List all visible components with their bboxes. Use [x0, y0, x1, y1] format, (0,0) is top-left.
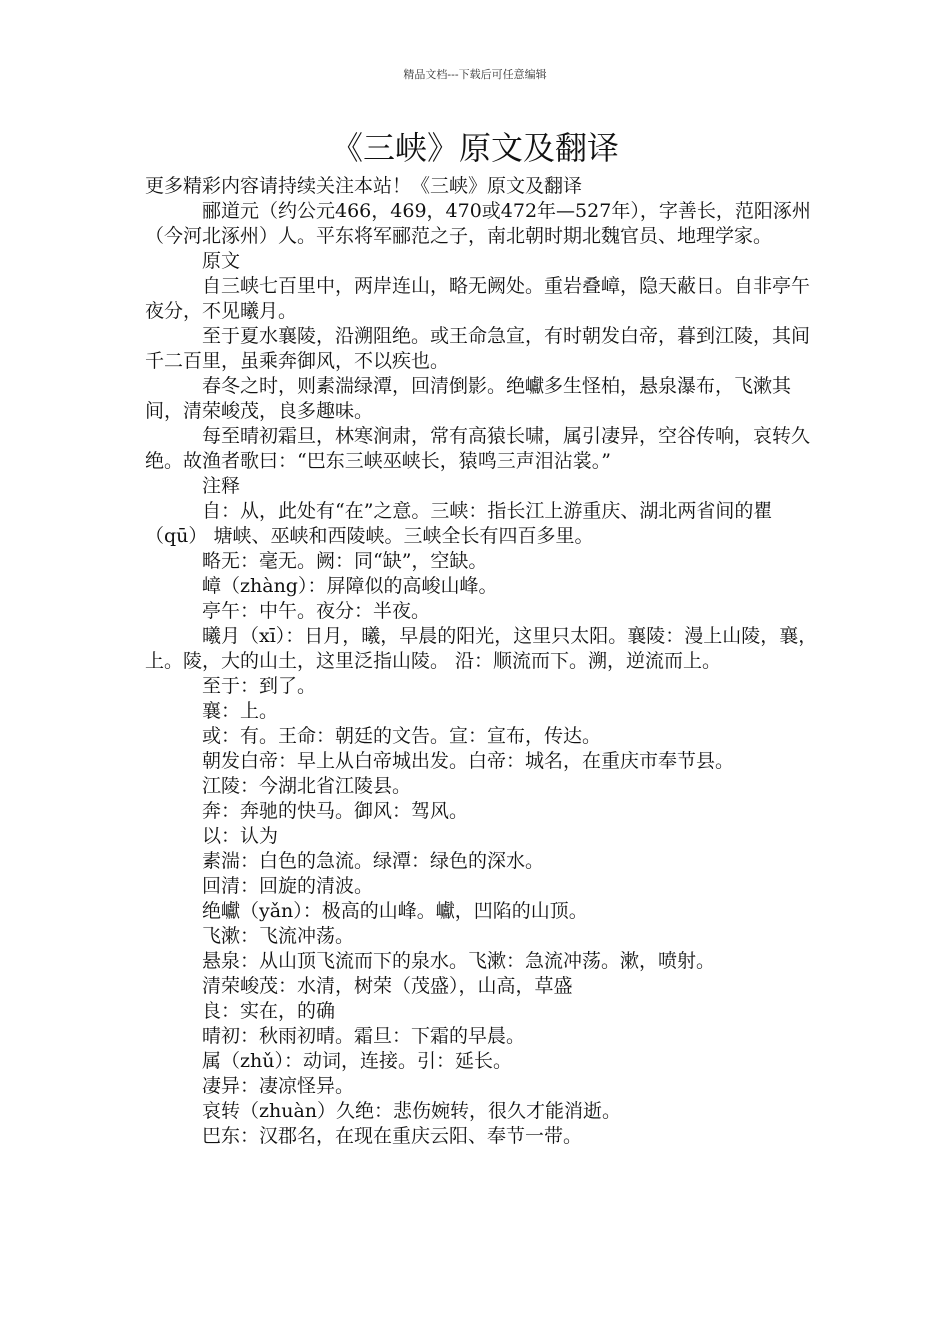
paragraph: 素湍：白色的急流。绿潭：绿色的深水。	[202, 850, 545, 872]
paragraph: 晴初：秋雨初晴。霜旦：下霜的早晨。	[202, 1025, 526, 1047]
paragraph: 绝巘（yǎn）：极高的山峰。巘，凹陷的山顶。	[202, 900, 588, 922]
paragraph: 属（zhǔ）：动词，连接。引：延长。	[202, 1050, 512, 1072]
paragraph: 以：认为	[202, 825, 279, 847]
paragraph: 至于夏水襄陵，沿溯阻绝。或王命急宣，有时朝发白帝，暮到江陵，其间千二百里，虽乘奔御风，不以疾也。	[145, 325, 811, 372]
paragraph: 回清：回旋的清波。	[202, 875, 374, 897]
paragraph: 注释	[202, 475, 241, 497]
paragraph: 哀转（zhuàn）久绝：悲伤婉转，很久才能消逝。	[202, 1100, 622, 1122]
header-note: 精品文档---下载后可任意编辑	[403, 68, 547, 81]
paragraph: 凄异：凄凉怪异。	[202, 1075, 355, 1097]
paragraph: 嶂（zhàng）：屏障似的高峻山峰。	[202, 575, 498, 597]
paragraph: 飞漱：飞流冲荡。	[202, 925, 355, 947]
paragraph: 奔：奔驰的快马。御风：驾风。	[202, 800, 469, 822]
document-title: 《三峡》原文及翻译	[330, 129, 619, 167]
paragraph-list	[145, 199, 825, 1149]
paragraph: 朝发白帝：早上从白帝城出发。白帝：城名，在重庆市奉节县。	[202, 750, 735, 772]
paragraph: 良：实在，的确	[202, 1000, 336, 1022]
paragraph: 自：从，此处有“在”之意。三峡：指长江上游重庆、湖北两省间的瞿（qū） 塘峡、巫峡和西陵峡。三峡全长有四百多里。	[145, 500, 773, 547]
paragraph: 至于：到了。	[202, 675, 317, 697]
paragraph: 春冬之时，则素湍绿潭，回清倒影。绝巘多生怪柏，悬泉瀑布，飞漱其间，清荣峻茂，良多趣味。	[145, 375, 792, 422]
paragraph: 略无：毫无。阙：同“缺”，空缺。	[202, 550, 488, 572]
paragraph: 自三峡七百里中，两岸连山，略无阙处。重岩叠嶂，隐天蔽日。自非亭午夜分，不见曦月。	[145, 275, 811, 322]
paragraph: 亭午：中午。夜分：半夜。	[202, 600, 431, 622]
paragraph: 江陵：今湖北省江陵县。	[202, 775, 412, 797]
intro-line: 更多精彩内容请持续关注本站！《三峡》原文及翻译	[145, 175, 583, 197]
paragraph: 每至晴初霜旦，林寒涧肃，常有高猿长啸，属引凄异，空谷传响，哀转久绝。故渔者歌曰：“巴东三峡巫峡长，猿鸣三声泪沾裳。”	[145, 425, 811, 472]
paragraph: 悬泉：从山顶飞流而下的泉水。飞漱：急流冲荡。漱，喷射。	[202, 950, 716, 972]
document-body	[145, 174, 825, 1149]
paragraph: 或：有。王命：朝廷的文告。宣：宣布，传达。	[202, 725, 602, 747]
paragraph: 原文	[202, 250, 241, 272]
paragraph: 曦月（xī）：日月，曦，早晨的阳光，这里只太阳。襄陵：漫上山陵，襄，上。陵，大的山土，这里泛指山陵。 沿：顺流而下。溯，逆流而上。	[145, 625, 818, 672]
paragraph: 郦道元（约公元466，469，470或472年—527年），字善长，范阳涿州（今河北涿州）人。平东将军郦范之子，南北朝时期北魏官员、地理学家。	[145, 200, 811, 247]
paragraph: 清荣峻茂：水清，树荣（茂盛），山高，草盛	[202, 975, 573, 997]
paragraph: 襄：上。	[202, 700, 279, 722]
paragraph: 巴东：汉郡名，在现在重庆云阳、奉节一带。	[202, 1125, 583, 1147]
